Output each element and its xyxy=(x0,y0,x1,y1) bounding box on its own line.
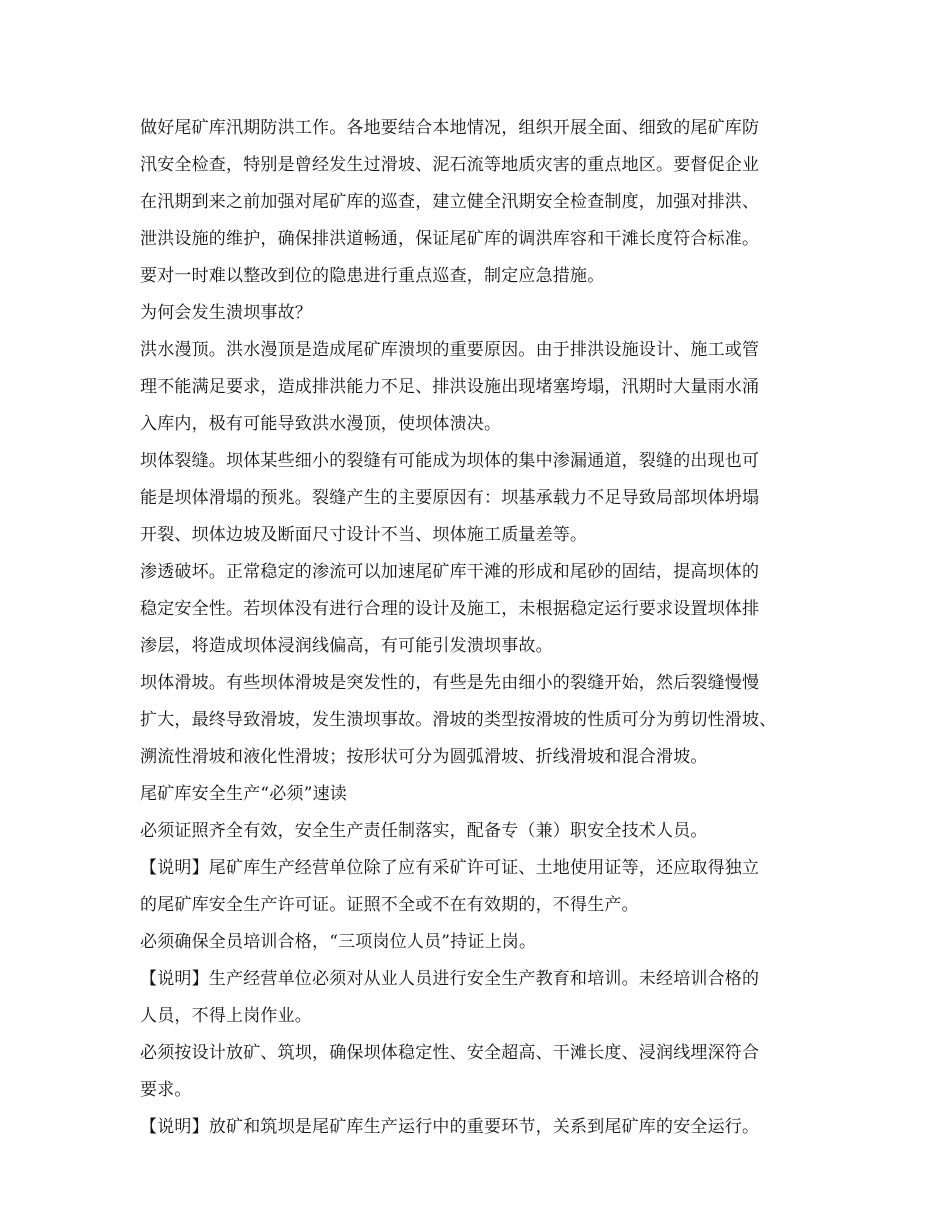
text-line: 渗层，将造成坝体浸润线偏高，有可能引发溃坝事故。 xyxy=(140,636,553,656)
text-line: 【说明】生产经营单位必须对从业人员进行安全生产教育和培训。未经培训合格的 xyxy=(140,969,760,989)
paragraph-must-3 xyxy=(140,1035,830,1109)
text-line: 汛安全检查，特别是曾经发生过滑坡、泥石流等地质灾害的重点地区。要督促企业 xyxy=(140,155,760,175)
text-line: 坝体裂缝。坝体某些细小的裂缝有可能成为坝体的集中渗漏通道，裂缝的出现也可 xyxy=(140,451,760,471)
paragraph-dam-cracks xyxy=(140,443,830,554)
paragraph-seepage-damage xyxy=(140,554,830,665)
paragraph-must-2 xyxy=(140,924,830,961)
paragraph-dam-landslide xyxy=(140,665,830,776)
text-line: 必须证照齐全有效，安全生产责任制落实，配备专（兼）职安全技术人员。 xyxy=(140,821,708,841)
paragraph-heading-must-read xyxy=(140,776,830,813)
paragraph-flood-overtopping xyxy=(140,332,830,443)
text-line: 洪水漫顶。洪水漫顶是造成尾矿库溃坝的重要原因。由于排洪设施设计、施工或管 xyxy=(140,340,760,360)
paragraph-intro xyxy=(140,110,830,295)
paragraph-note-1 xyxy=(140,850,830,924)
text-line: 能是坝体滑塌的预兆。裂缝产生的主要原因有：坝基承载力不足导致局部坝体坍塌 xyxy=(140,488,760,508)
text-line: 为何会发生溃坝事故？ xyxy=(140,303,312,323)
text-line: 必须按设计放矿、筑坝，确保坝体稳定性、安全超高、干滩长度、浸润线埋深符合 xyxy=(140,1043,760,1063)
text-line: 稳定安全性。若坝体没有进行合理的设计及施工，未根据稳定运行要求设置坝体排 xyxy=(140,599,760,619)
text-line: 理不能满足要求，造成排洪能力不足、排洪设施出现堵塞垮塌，汛期时大量雨水涌 xyxy=(140,377,760,397)
text-line: 必须确保全员培训合格，“三项岗位人员”持证上岗。 xyxy=(140,932,537,952)
document-body xyxy=(140,110,830,1146)
text-line: 扩大，最终导致滑坡，发生溃坝事故。滑坡的类型按滑坡的性质可分为剪切性滑坡、 xyxy=(140,710,777,730)
text-line: 在汛期到来之前加强对尾矿库的巡查，建立健全汛期安全检查制度，加强对排洪、 xyxy=(140,192,760,212)
text-line: 尾矿库安全生产“必须”速读 xyxy=(140,784,347,804)
text-line: 渗透破坏。正常稳定的渗流可以加速尾矿库干滩的形成和尾砂的固结，提高坝体的 xyxy=(140,562,760,582)
text-line: 人员，不得上岗作业。 xyxy=(140,1006,312,1026)
text-line: 【说明】尾矿库生产经营单位除了应有采矿许可证、土地使用证等，还应取得独立 xyxy=(140,858,760,878)
paragraph-note-2 xyxy=(140,961,830,1035)
text-line: 要求。 xyxy=(140,1080,192,1100)
text-line: 要对一时难以整改到位的隐患进行重点巡查，制定应急措施。 xyxy=(140,266,605,286)
text-line: 【说明】放矿和筑坝是尾矿库生产运行中的重要环节，关系到尾矿库的安全运行。 xyxy=(140,1117,760,1137)
paragraph-must-1 xyxy=(140,813,830,850)
paragraph-heading-why-dam-break xyxy=(140,295,830,332)
text-line: 入库内，极有可能导致洪水漫顶，使坝体溃决。 xyxy=(140,414,502,434)
text-line: 溯流性滑坡和液化性滑坡；按形状可分为圆弧滑坡、折线滑坡和混合滑坡。 xyxy=(140,747,708,767)
paragraph-note-3 xyxy=(140,1109,830,1146)
text-line: 做好尾矿库汛期防洪工作。各地要结合本地情况，组织开展全面、细致的尾矿库防 xyxy=(140,118,760,138)
text-line: 开裂、坝体边坡及断面尺寸设计不当、坝体施工质量差等。 xyxy=(140,525,588,545)
text-line: 的尾矿库安全生产许可证。证照不全或不在有效期的，不得生产。 xyxy=(140,895,639,915)
text-line: 泄洪设施的维护，确保排洪道畅通，保证尾矿库的调洪库容和干滩长度符合标准。 xyxy=(140,229,760,249)
text-line: 坝体滑坡。有些坝体滑坡是突发性的，有些是先由细小的裂缝开始，然后裂缝慢慢 xyxy=(140,673,760,693)
